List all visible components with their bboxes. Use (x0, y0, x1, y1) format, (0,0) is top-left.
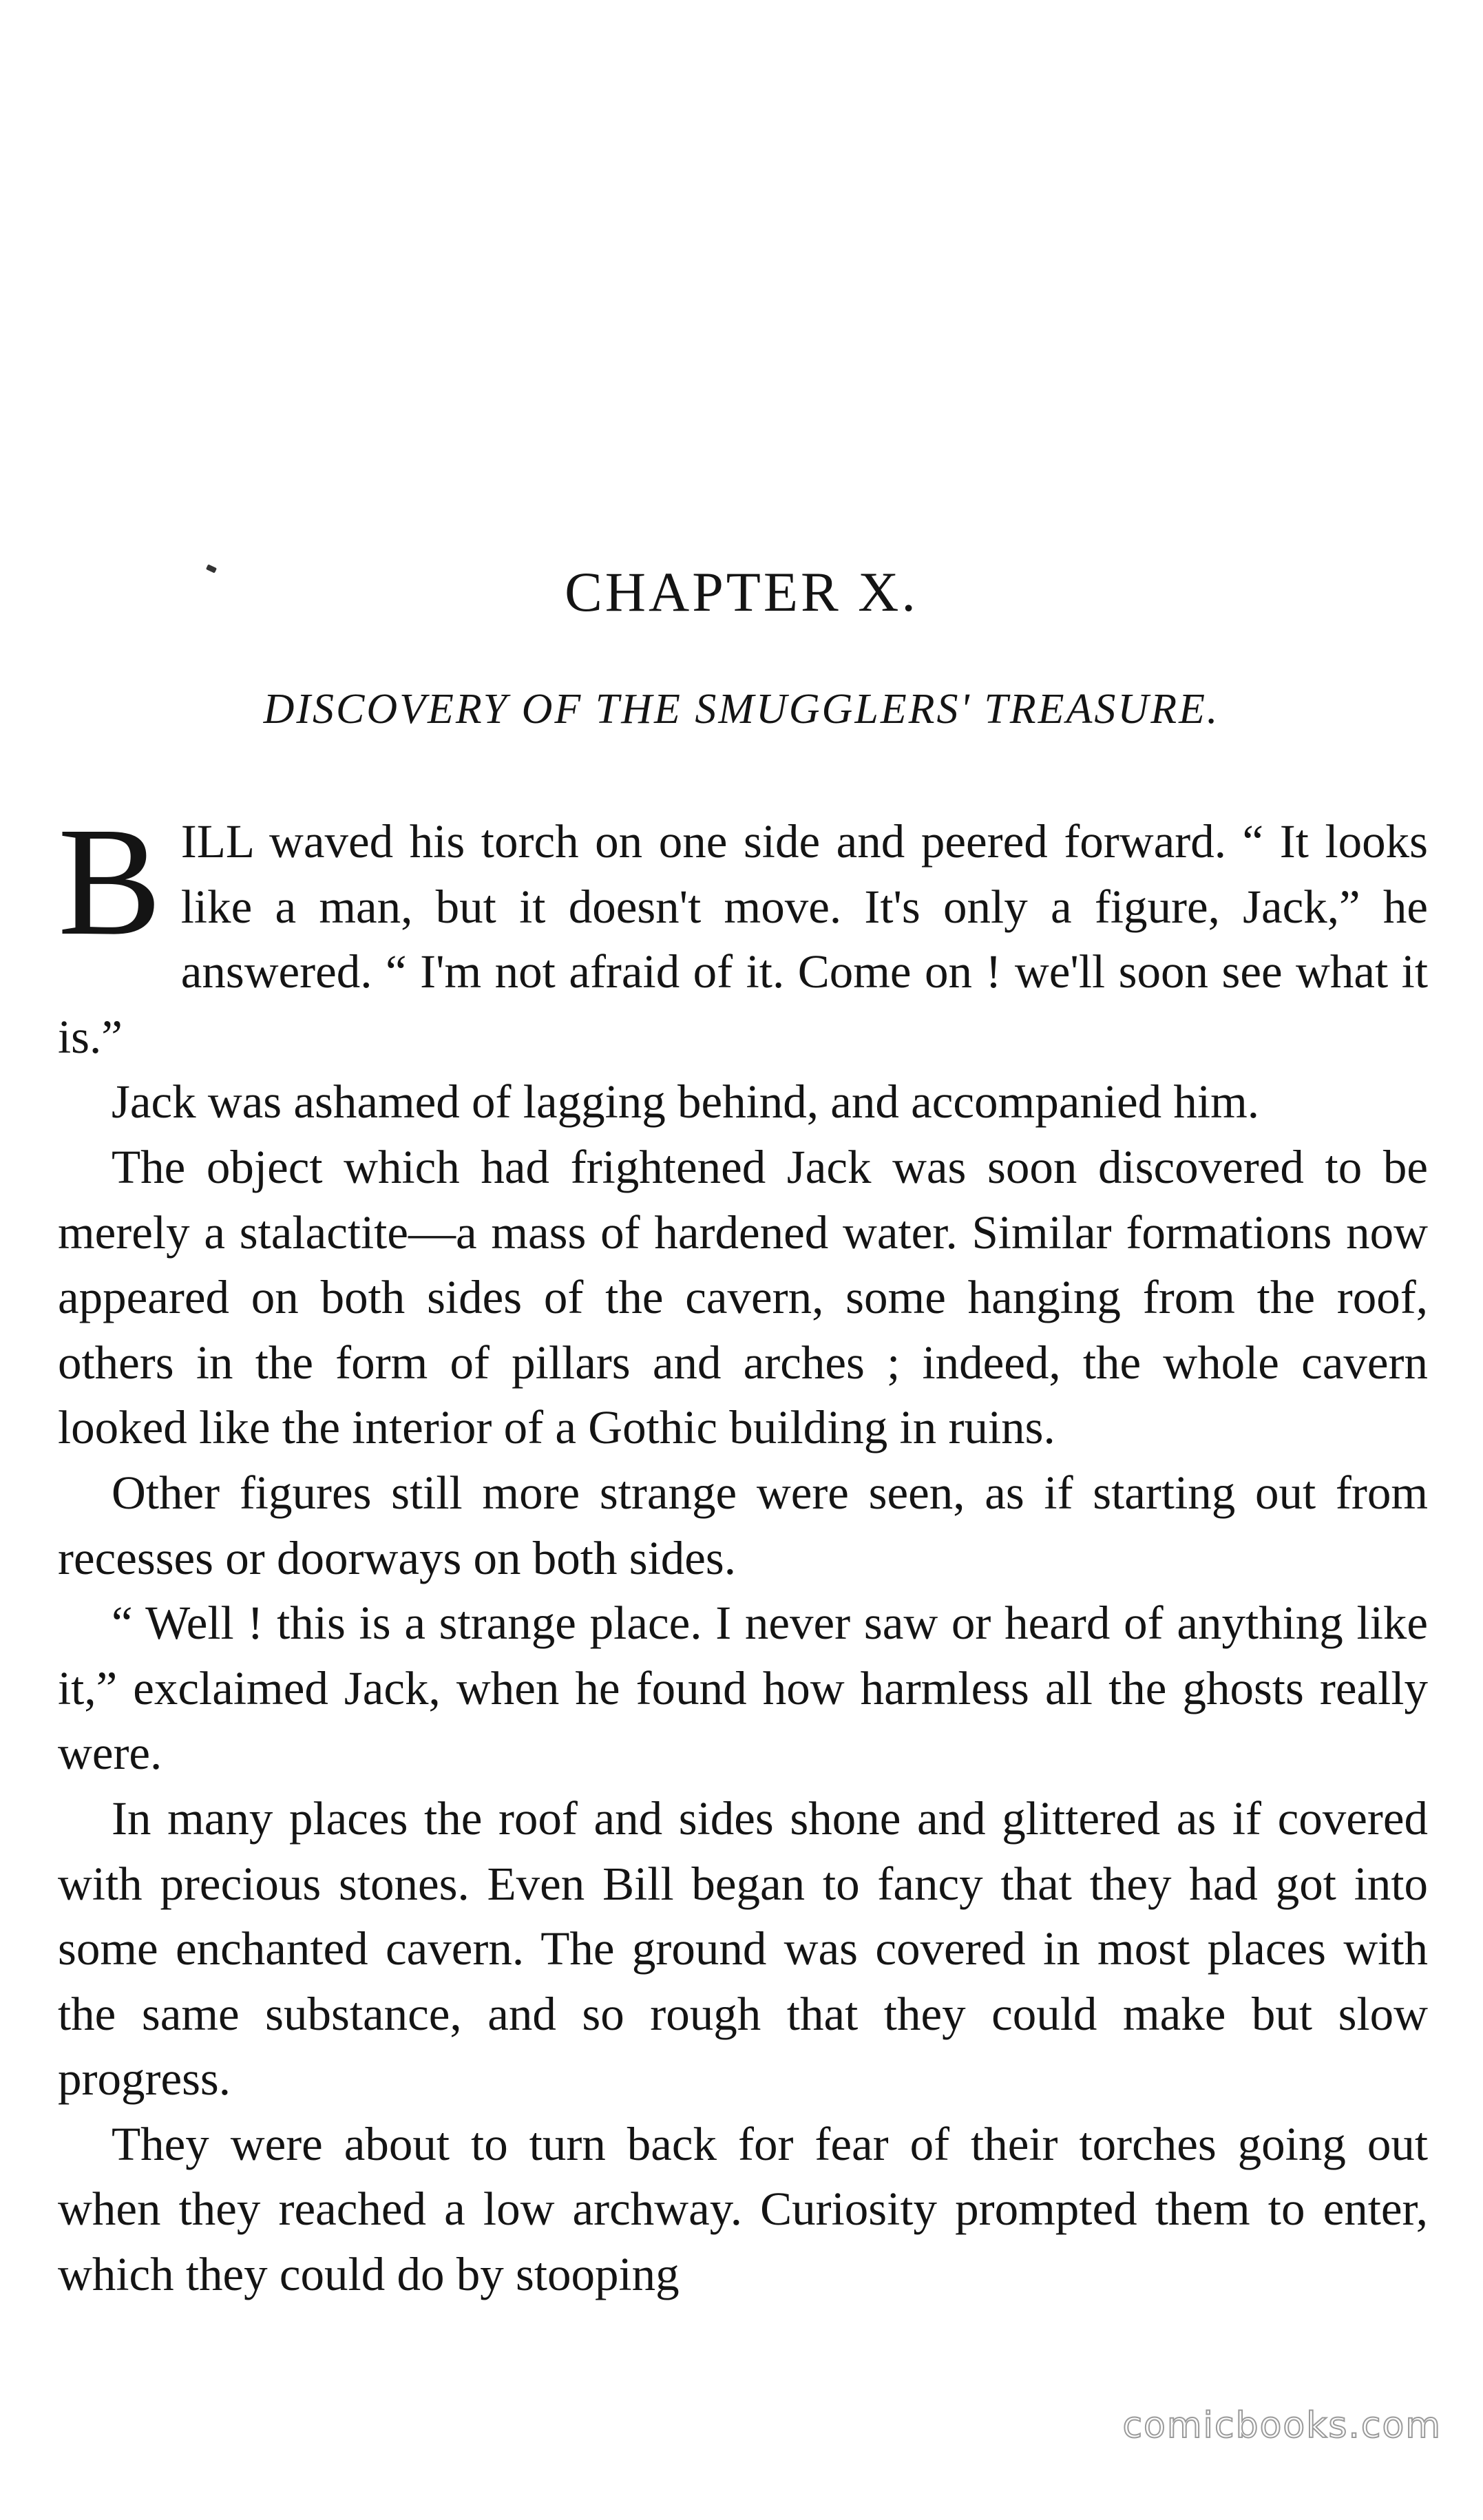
paragraph-1 (58, 795, 1428, 1069)
paragraph-3: The object which had frightened Jack was soon discovered to be merely a stalactite—a mass of hardened water. Similar formations now appeared on both sides of the cavern, some hanging from the roof, others in the form of pillars and arches ; indeed, the whole cavern looked like the interior of a Gothic building in ruins. (58, 1140, 1428, 1454)
drop-cap: B (58, 795, 162, 967)
paragraph-2: Jack was ashamed of lagging behind, and accompanied him. (112, 1075, 1259, 1128)
chapter-title: CHAPTER X. (565, 560, 918, 623)
paragraph-6: In many places the roof and sides shone and glittered as if covered with precious stones. Even Bill began to fancy that they had got into some enchanted cavern. The ground was covered in most places with the same substance, and so rough that they could make but slow progress. (58, 1792, 1428, 2106)
watermark: comicbooks.com (1122, 2405, 1442, 2446)
paragraph-7: They were about to turn back for fear of their torches going out when they reached a low archway. Curiosity prompted them to enter, which they could do by stooping (58, 2117, 1428, 2301)
chapter-subtitle: DISCOVERY OF THE SMUGGLERS' TREASURE. (263, 686, 1220, 733)
paragraph-1-text: ILL waved his torch on one side and peered forward. “ It looks like a man, but it doesn't move. It's only a figure, Jack,” he answered. “ I'm not afraid of it. Come on ! we'll soon see what it is.” (58, 815, 1428, 1063)
paragraph-4: Other figures still more strange were seen, as if starting out from recesses or doorways on both sides. (58, 1466, 1428, 1584)
paragraph-5: “ Well ! this is a strange place. I never saw or heard of anything like it,” exclaimed Jack, when he found how harmless all the ghosts really were. (58, 1597, 1428, 1780)
body-text (58, 795, 1428, 2307)
